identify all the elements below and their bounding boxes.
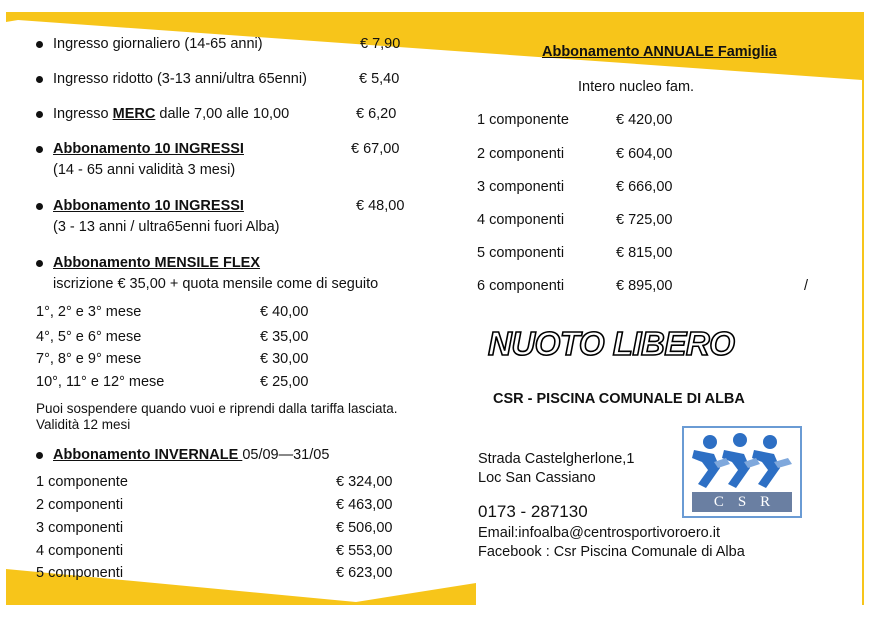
winter-row-price: € 324,00	[336, 474, 393, 490]
abb10-note: (14 - 65 anni validità 3 mesi)	[53, 162, 236, 178]
winter-row-label: 3 componenti	[36, 520, 124, 536]
flex-row-label: 4°, 5° e 6° mese	[36, 329, 142, 345]
flex-row-label: 1°, 2° e 3° mese	[36, 304, 142, 320]
winter-row-label: 4 componenti	[36, 543, 124, 559]
annual-row-price: € 895,00	[616, 278, 673, 294]
winter-row-price: € 623,00	[336, 565, 393, 581]
annual-row-label: 5 componenti	[477, 245, 565, 261]
price-label: Ingresso ridotto (3-13 anni/ultra 65enni)	[53, 71, 307, 87]
winter-row-label: 5 componenti	[36, 565, 124, 581]
annual-row-label: 6 componenti	[477, 278, 565, 294]
csr-logo	[682, 426, 802, 518]
winter-title: Abbonamento INVERNALE 05/09—31/05	[53, 447, 330, 463]
annual-row-price: € 666,00	[616, 179, 673, 195]
winter-row-label: 1 componente	[36, 474, 128, 490]
address-line: Loc San Cassiano	[478, 470, 596, 486]
flex-note: iscrizione € 35,00 + quota mensile come di seguito	[53, 276, 379, 292]
flex-row-price: € 25,00	[260, 374, 309, 390]
price-value: € 48,00	[356, 198, 405, 214]
flex-row-label: 7°, 8° e 9° mese	[36, 351, 142, 367]
page-title: NUOTO LIBERO	[488, 325, 735, 362]
flex-row-price: € 40,00	[260, 304, 309, 320]
price-value: € 7,90	[360, 36, 401, 52]
flex-footer: Validità 12 mesi	[36, 417, 131, 432]
bullet-icon	[36, 41, 43, 48]
price-value: € 6,20	[356, 106, 397, 122]
winter-row-label: 2 componenti	[36, 497, 124, 513]
annual-row-label: 1 componente	[477, 112, 569, 128]
winter-row-price: € 463,00	[336, 497, 393, 513]
flex-row-label: 10°, 11° e 12° mese	[36, 374, 165, 390]
annual-title: Abbonamento ANNUALE Famiglia	[542, 44, 777, 60]
abb10-title: Abbonamento 10 INGRESSI	[53, 141, 244, 157]
flex-footer: Puoi sospendere quando vuoi e riprendi dalla tariffa lasciata.	[36, 401, 398, 416]
bullet-icon	[36, 76, 43, 83]
abb10-note: (3 - 13 anni / ultra65enni fuori Alba)	[53, 219, 280, 235]
price-label: Ingresso giornaliero (14-65 anni)	[53, 36, 263, 52]
annual-subtitle: Intero nucleo fam.	[578, 79, 695, 95]
flex-row-price: € 35,00	[260, 329, 309, 345]
annual-row-label: 2 componenti	[477, 146, 565, 162]
flex-row-price: € 30,00	[260, 351, 309, 367]
swimmers-logo-icon	[684, 428, 800, 494]
bullet-icon	[36, 260, 43, 267]
bullet-icon	[36, 203, 43, 210]
annual-row-label: 4 componenti	[477, 212, 565, 228]
annual-row-price: € 815,00	[616, 245, 673, 261]
flex-title: Abbonamento MENSILE FLEX	[53, 255, 261, 271]
bullet-icon	[36, 452, 43, 459]
price-value: € 5,40	[359, 71, 400, 87]
facebook-text: Facebook : Csr Piscina Comunale di Alba	[478, 544, 745, 560]
abb10-title: Abbonamento 10 INGRESSI	[53, 198, 244, 214]
logo-lettering: CSR	[692, 492, 792, 512]
winter-row-price: € 506,00	[336, 520, 393, 536]
bullet-icon	[36, 111, 43, 118]
address-line: Strada Castelgherlone,1	[478, 451, 635, 467]
annual-row-label: 3 componenti	[477, 179, 565, 195]
bullet-icon	[36, 146, 43, 153]
winter-row-price: € 553,00	[336, 543, 393, 559]
phone-number: 0173 - 287130	[478, 502, 588, 521]
annual-row-price: € 725,00	[616, 212, 673, 228]
price-value: € 67,00	[351, 141, 400, 157]
annual-row-price: € 604,00	[616, 146, 673, 162]
slash-mark: /	[804, 278, 809, 294]
email-text: Email:infoalba@centrosportivoroero.it	[478, 525, 720, 541]
venue-subtitle: CSR - PISCINA COMUNALE DI ALBA	[493, 391, 745, 407]
annual-row-price: € 420,00	[616, 112, 673, 128]
price-label: Ingresso MERC dalle 7,00 alle 10,00	[53, 106, 290, 122]
